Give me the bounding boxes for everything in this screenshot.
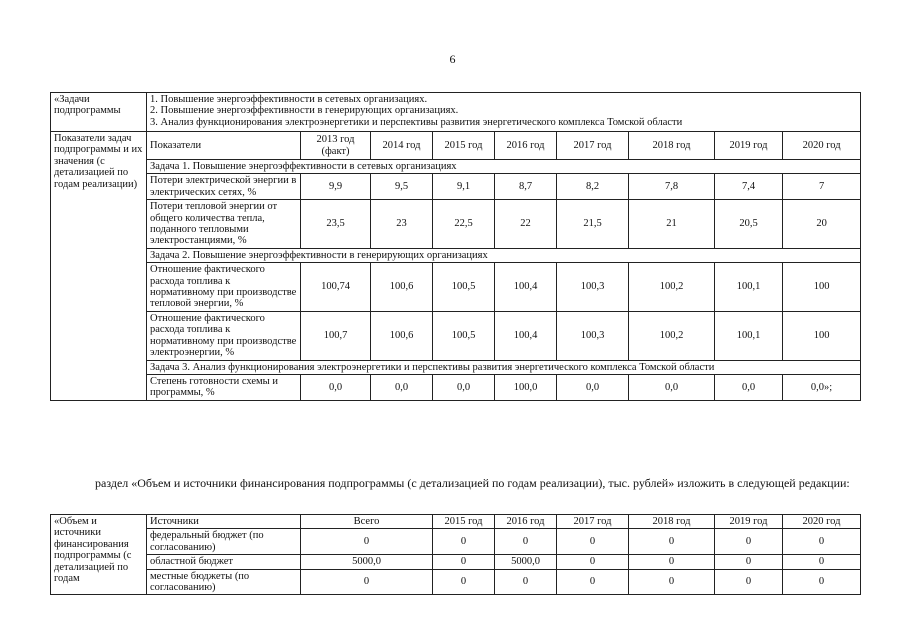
indicator-name: Потери тепловой энергии от общего количества тепла, поданного тепловыми электростанциями, % bbox=[147, 200, 301, 249]
task-item: 3. Анализ функционирования электроэнергетики и перспективы развития энергетического комплекса Томской области bbox=[150, 116, 683, 128]
indicator-value: 100,6 bbox=[371, 311, 433, 360]
task-title: Задача 3. Анализ функционирования электроэнергетики и перспективы развития энергетического комплекса Томской области bbox=[147, 360, 861, 374]
indicator-value: 100,3 bbox=[557, 263, 629, 312]
financing-label: «Объем и источники финансирования подпрограммы (с детализацией по годам bbox=[51, 515, 147, 595]
indicator-value: 9,1 bbox=[433, 174, 495, 200]
header-cell: Источники bbox=[147, 515, 301, 529]
financing-table bbox=[50, 514, 861, 595]
financing-value: 0 bbox=[557, 529, 629, 555]
financing-value: 0 bbox=[783, 569, 861, 595]
indicator-value: 7 bbox=[783, 174, 861, 200]
indicator-value: 7,4 bbox=[715, 174, 783, 200]
indicator-value: 100,2 bbox=[629, 263, 715, 312]
header-cell: 2020 год bbox=[783, 515, 861, 529]
financing-value: 0 bbox=[715, 569, 783, 595]
indicator-name: Степень готовности схемы и программы, % bbox=[147, 374, 301, 400]
tasks-label: «Задачи подпрограммы bbox=[51, 93, 147, 132]
indicator-value: 21,5 bbox=[557, 200, 629, 249]
indicator-value: 100,0 bbox=[495, 374, 557, 400]
indicator-value: 100,1 bbox=[715, 263, 783, 312]
indicator-value: 23,5 bbox=[301, 200, 371, 249]
indicator-value: 9,9 bbox=[301, 174, 371, 200]
header-cell: 2017 год bbox=[557, 515, 629, 529]
indicator-value: 20 bbox=[783, 200, 861, 249]
indicator-value: 100,6 bbox=[371, 263, 433, 312]
indicator-value: 100,5 bbox=[433, 311, 495, 360]
header-cell: 2016 год bbox=[495, 132, 557, 160]
header-cell: Показатели bbox=[147, 132, 301, 160]
financing-value: 0 bbox=[715, 529, 783, 555]
indicators-label: Показатели задач подпрограммы и их значения (с детализацией по годам реализации) bbox=[51, 132, 147, 401]
task-title-row bbox=[51, 248, 861, 262]
financing-value: 5000,0 bbox=[301, 555, 433, 569]
indicator-value: 100,5 bbox=[433, 263, 495, 312]
indicator-value: 22 bbox=[495, 200, 557, 249]
task-title: Задача 1. Повышение энергоэффективности в сетевых организациях bbox=[147, 160, 861, 174]
financing-value: 0 bbox=[629, 555, 715, 569]
header-cell: 2017 год bbox=[557, 132, 629, 160]
header-cell: 2020 год bbox=[783, 132, 861, 160]
financing-value: 0 bbox=[301, 529, 433, 555]
indicator-row bbox=[51, 200, 861, 249]
indicator-value: 20,5 bbox=[715, 200, 783, 249]
header-cell: 2016 год bbox=[495, 515, 557, 529]
financing-value: 5000,0 bbox=[495, 555, 557, 569]
header-cell: 2018 год bbox=[629, 132, 715, 160]
financing-value: 0 bbox=[783, 555, 861, 569]
header-row bbox=[51, 132, 861, 160]
task-item: 1. Повышение энергоэффективности в сетевых организациях. bbox=[150, 94, 428, 105]
indicator-row bbox=[51, 374, 861, 400]
indicator-value: 0,0»; bbox=[783, 374, 861, 400]
indicator-row bbox=[51, 174, 861, 200]
tasks-list bbox=[147, 93, 861, 132]
indicator-value: 21 bbox=[629, 200, 715, 249]
financing-row bbox=[51, 529, 861, 555]
financing-value: 0 bbox=[629, 529, 715, 555]
indicator-value: 100 bbox=[783, 263, 861, 312]
source-name: областной бюджет bbox=[147, 555, 301, 569]
financing-value: 0 bbox=[557, 555, 629, 569]
header-cell: 2018 год bbox=[629, 515, 715, 529]
source-name: местные бюджеты (по согласованию) bbox=[147, 569, 301, 595]
indicator-value: 100,3 bbox=[557, 311, 629, 360]
source-name: федеральный бюджет (по согласованию) bbox=[147, 529, 301, 555]
financing-value: 0 bbox=[715, 555, 783, 569]
tasks-row bbox=[51, 93, 861, 132]
indicator-value: 7,8 bbox=[629, 174, 715, 200]
task-title: Задача 2. Повышение энергоэффективности в генерирующих организациях bbox=[147, 248, 861, 262]
indicator-value: 0,0 bbox=[557, 374, 629, 400]
financing-value: 0 bbox=[301, 569, 433, 595]
header-cell: 2019 год bbox=[715, 515, 783, 529]
financing-value: 0 bbox=[433, 555, 495, 569]
financing-header-row bbox=[51, 515, 861, 529]
financing-value: 0 bbox=[433, 529, 495, 555]
subprogram-indicators-table bbox=[50, 92, 861, 401]
indicator-value: 100,1 bbox=[715, 311, 783, 360]
indicator-row bbox=[51, 263, 861, 312]
financing-value: 0 bbox=[433, 569, 495, 595]
indicator-row bbox=[51, 311, 861, 360]
header-cell: 2019 год bbox=[715, 132, 783, 160]
task-title-row bbox=[51, 360, 861, 374]
indicator-value: 0,0 bbox=[301, 374, 371, 400]
indicator-value: 0,0 bbox=[433, 374, 495, 400]
indicator-name: Отношение фактического расхода топлива к нормативному при производстве тепловой энергии, % bbox=[147, 263, 301, 312]
indicator-value: 0,0 bbox=[715, 374, 783, 400]
task-item: 2. Повышение энергоэффективности в генерирующих организациях. bbox=[150, 105, 459, 117]
financing-value: 0 bbox=[495, 529, 557, 555]
indicator-name: Отношение фактического расхода топлива к нормативному при производстве электроэнергии, % bbox=[147, 311, 301, 360]
financing-row bbox=[51, 555, 861, 569]
financing-value: 0 bbox=[495, 569, 557, 595]
indicator-value: 100,2 bbox=[629, 311, 715, 360]
indicator-value: 9,5 bbox=[371, 174, 433, 200]
indicator-value: 100,7 bbox=[301, 311, 371, 360]
paragraph-text: раздел «Объем и источники финансирования подпрограммы (с детализацией по годам реализации), тыс. рублей» изложить в следующей редакции: bbox=[95, 476, 850, 490]
amendment-paragraph bbox=[50, 476, 862, 491]
header-cell: 2015 год bbox=[433, 132, 495, 160]
indicator-value: 0,0 bbox=[371, 374, 433, 400]
task-title-row bbox=[51, 160, 861, 174]
indicator-value: 100,74 bbox=[301, 263, 371, 312]
indicator-value: 22,5 bbox=[433, 200, 495, 249]
financing-value: 0 bbox=[557, 569, 629, 595]
header-cell: 2013 год (факт) bbox=[301, 132, 371, 160]
indicator-value: 8,2 bbox=[557, 174, 629, 200]
indicator-value: 100 bbox=[783, 311, 861, 360]
financing-value: 0 bbox=[629, 569, 715, 595]
indicator-name: Потери электрической энергии в электрических сетях, % bbox=[147, 174, 301, 200]
indicator-value: 23 bbox=[371, 200, 433, 249]
financing-row bbox=[51, 569, 861, 595]
financing-value: 0 bbox=[783, 529, 861, 555]
page-number: 6 bbox=[449, 52, 456, 66]
header-cell: 2014 год bbox=[371, 132, 433, 160]
header-cell: 2015 год bbox=[433, 515, 495, 529]
header-cell: Всего bbox=[301, 515, 433, 529]
indicator-value: 100,4 bbox=[495, 311, 557, 360]
indicator-value: 100,4 bbox=[495, 263, 557, 312]
indicator-value: 0,0 bbox=[629, 374, 715, 400]
indicator-value: 8,7 bbox=[495, 174, 557, 200]
